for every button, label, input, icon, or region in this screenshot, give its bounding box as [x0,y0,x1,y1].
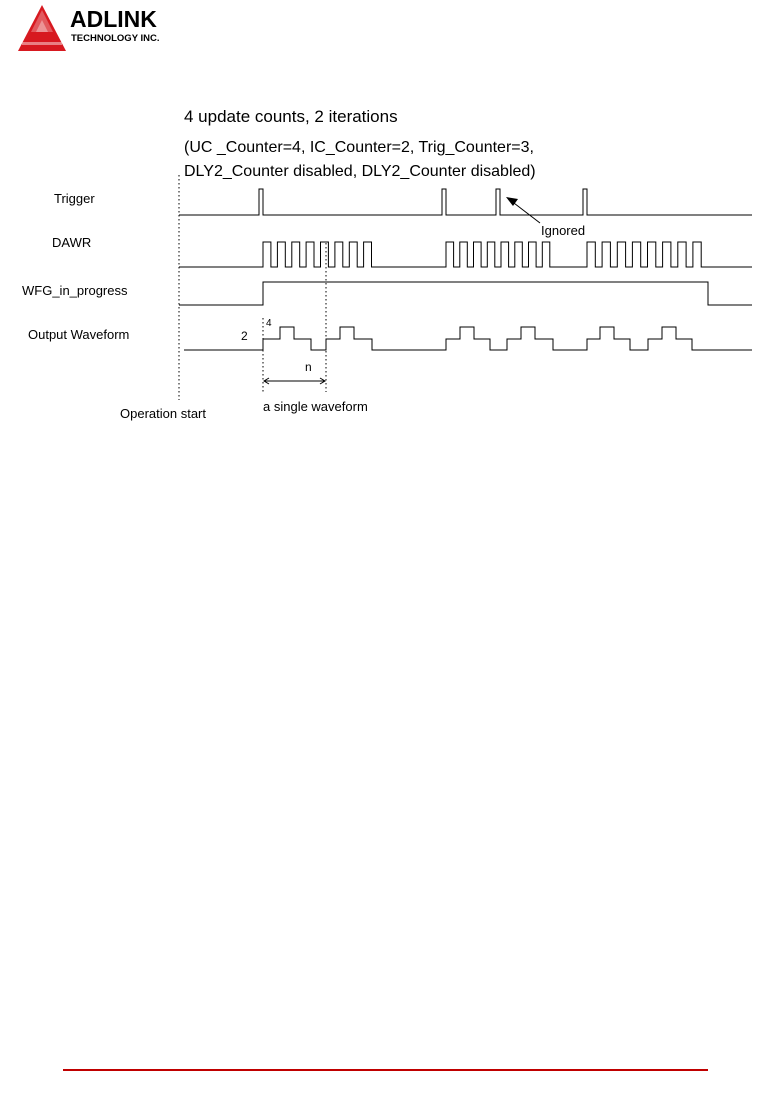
adlink-triangle-mark [18,5,66,51]
period-label: n [305,360,312,374]
output-waveform [184,327,752,350]
trigger-waveform [179,189,752,215]
signal-label-dawr: DAWR [52,235,92,250]
operation-start-label: Operation start [120,406,206,421]
timing-diagram [0,95,769,430]
brand-tagline: TECHNOLOGY INC. [71,33,160,44]
output-start-level-label: 2 [241,329,248,343]
adlink-logo [16,2,186,54]
diagram-subtitle-2: DLY2_Counter disabled, DLY2_Counter disabled) [184,163,536,180]
output-peak-level-label: 4 [266,318,272,329]
footer-rule [63,1069,708,1071]
signal-label-trigger: Trigger [54,191,95,206]
ignored-pointer-arrow [506,197,540,223]
ignored-label: Ignored [541,223,586,238]
period-arrow [264,378,325,384]
diagram-title: 4 update counts, 2 iterations [184,107,398,126]
signal-label-wfg-in-progress: WFG_in_progress [22,283,128,298]
single-waveform-label: a single waveform [263,399,368,414]
dawr-waveform [179,242,752,267]
wfg-in-progress-waveform [179,282,752,305]
signal-label-output-waveform: Output Waveform [28,327,130,342]
diagram-subtitle-1: (UC _Counter=4, IC_Counter=2, Trig_Counter=3, [184,139,534,156]
brand-name: ADLINK [70,6,157,32]
